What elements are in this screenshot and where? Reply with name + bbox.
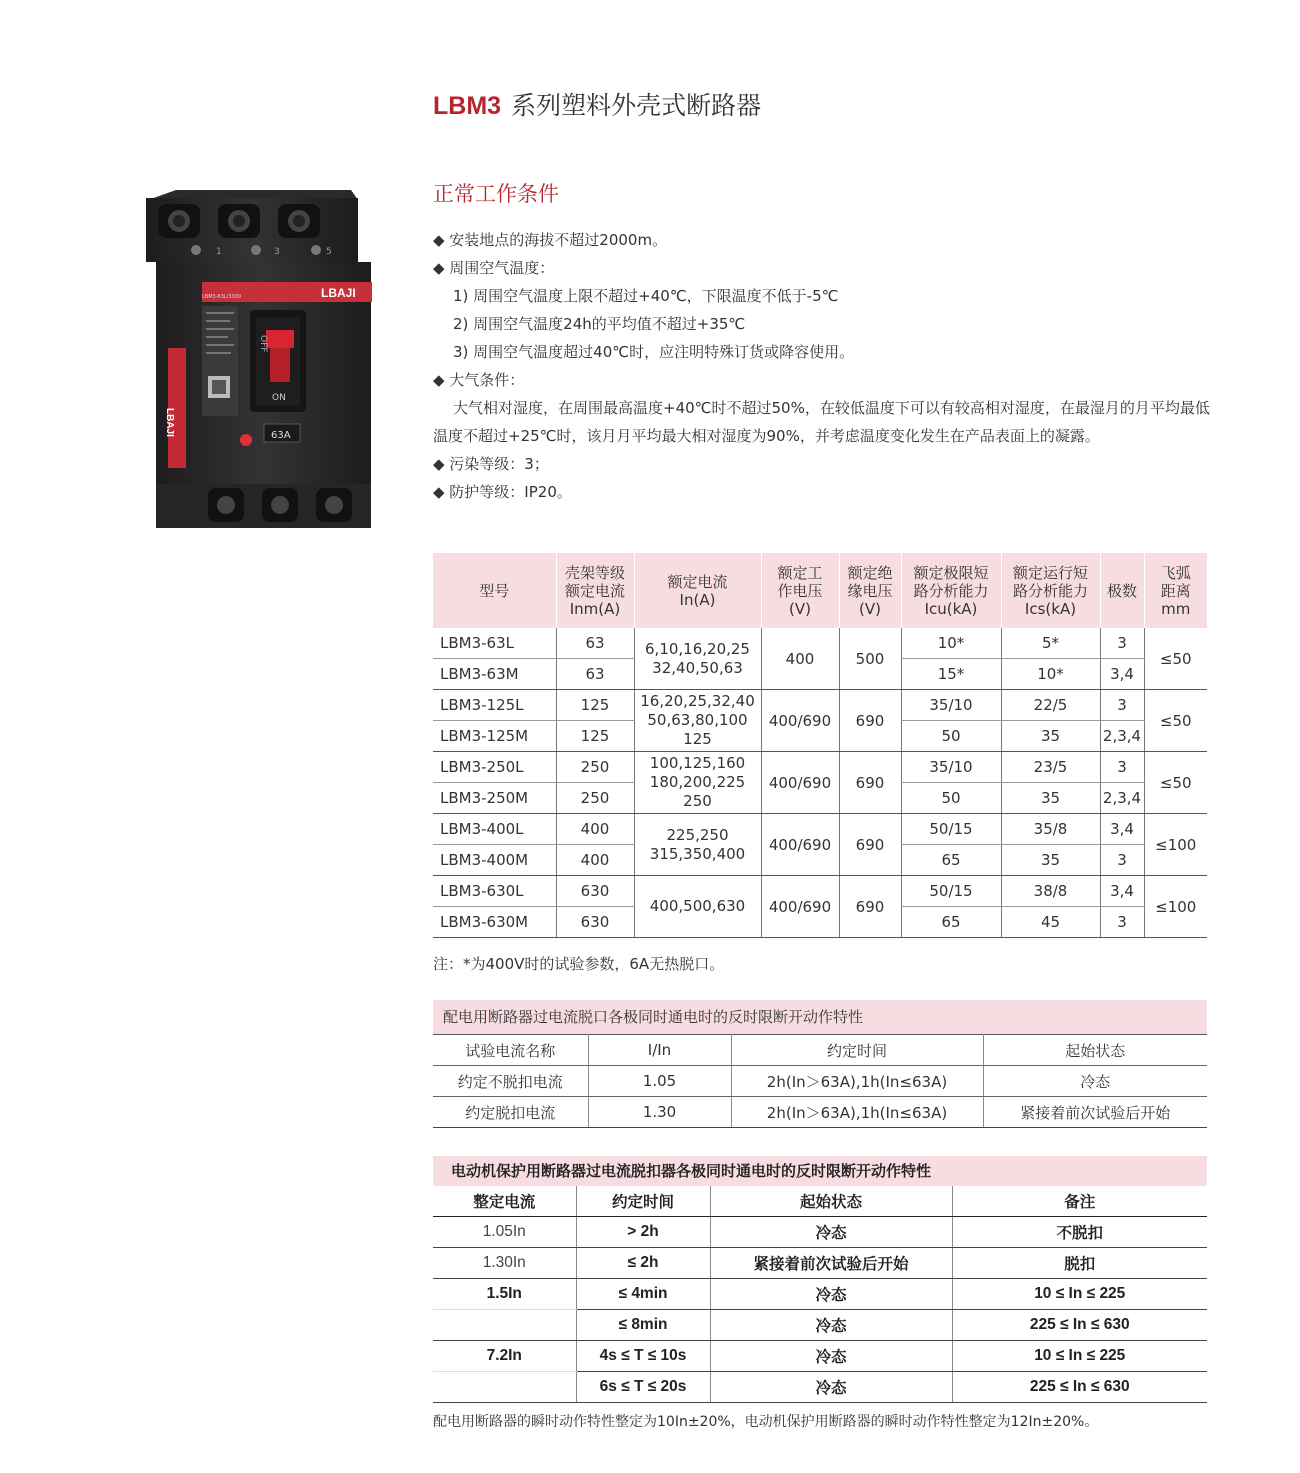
inm-cell: 400 bbox=[556, 845, 634, 876]
icu-cell: 65 bbox=[901, 845, 1001, 876]
spec-table-header bbox=[433, 553, 1207, 628]
inm-cell: 125 bbox=[556, 690, 634, 721]
insulation-voltage-cell: 690 bbox=[839, 752, 901, 814]
poles-cell: 3,4 bbox=[1100, 876, 1144, 907]
rated-voltage-cell: 400/690 bbox=[761, 752, 839, 814]
model-label: LBM3-63L/3300 bbox=[202, 294, 242, 300]
motor-table-row bbox=[433, 1310, 1207, 1341]
inm-cell: 630 bbox=[556, 876, 634, 907]
condition-protection: ◆ 防护等级：IP20。 bbox=[433, 483, 572, 501]
icu-cell: 50 bbox=[901, 721, 1001, 752]
motor-cell: 225 ≤ In ≤ 630 bbox=[952, 1310, 1207, 1341]
poles-cell: 3 bbox=[1100, 752, 1144, 783]
on-label: ON bbox=[272, 393, 286, 403]
motor-cell: 紧接着前次试验后开始 bbox=[710, 1248, 952, 1279]
motor-cell: 冷态 bbox=[710, 1217, 952, 1248]
ics-cell: 38/8 bbox=[1001, 876, 1100, 907]
spec-header-cell: 型号 bbox=[433, 553, 556, 628]
rated-current-cell: 16,20,25,32,40 50,63,80,100 125 bbox=[634, 690, 761, 752]
condition-temp-1: 1) 周围空气温度上限不超过+40℃，下限温度不低于-5℃ bbox=[453, 287, 839, 305]
distribution-header-cell: 约定时间 bbox=[731, 1035, 983, 1066]
icu-cell: 50/15 bbox=[901, 814, 1001, 845]
distribution-table-row bbox=[433, 1066, 1207, 1097]
model-cell: LBM3-400L bbox=[433, 814, 556, 845]
icu-cell: 50 bbox=[901, 783, 1001, 814]
motor-header-cell: 整定电流 bbox=[433, 1186, 576, 1217]
spec-header-cell: 壳架等级 额定电流 Inm(A) bbox=[556, 553, 634, 628]
distribution-table-row bbox=[433, 1097, 1207, 1128]
model-cell: LBM3-630M bbox=[433, 907, 556, 938]
spec-header-cell: 飞弧 距离 mm bbox=[1144, 553, 1207, 628]
rated-voltage-cell: 400/690 bbox=[761, 690, 839, 752]
footer-note: 配电用断路器的瞬时动作特性整定为10In±20%，电动机保护用断路器的瞬时动作特性整定为12In±20%。 bbox=[433, 1414, 1099, 1430]
ics-cell: 45 bbox=[1001, 907, 1100, 938]
inm-cell: 63 bbox=[556, 659, 634, 690]
arc-distance-cell: ≤50 bbox=[1144, 752, 1207, 814]
motor-cell: 4s ≤ T ≤ 10s bbox=[576, 1341, 710, 1372]
spec-table bbox=[433, 553, 1207, 938]
poles-cell: 3,4 bbox=[1100, 659, 1144, 690]
poles-cell: 3 bbox=[1100, 628, 1144, 659]
model-cell: LBM3-630L bbox=[433, 876, 556, 907]
motor-table-caption: 电动机保护用断路器过电流脱扣器各极同时通电时的反时限断开动作特性 bbox=[433, 1156, 1207, 1186]
motor-cell: 冷态 bbox=[710, 1310, 952, 1341]
section-title-conditions: 正常工作条件 bbox=[433, 182, 559, 206]
icu-cell: 15* bbox=[901, 659, 1001, 690]
distribution-cell: 约定脱扣电流 bbox=[433, 1097, 588, 1128]
icu-cell: 35/10 bbox=[901, 690, 1001, 721]
off-label: OFF bbox=[258, 335, 268, 353]
model-cell: LBM3-250L bbox=[433, 752, 556, 783]
title-text: 系列塑料外壳式断路器 bbox=[511, 91, 762, 120]
condition-atmosphere-text: 大气相对湿度，在周围最高温度+40℃时不超过50%，在较低温度下可以有较高相对湿度，在最湿月的月平均最低温度不超过+25℃时，该月月平均最大相对湿度为90%，并考虑温度变化发生在产品表面上的凝露。 bbox=[433, 399, 1210, 445]
rated-current-cell: 225,250 315,350,400 bbox=[634, 814, 761, 876]
spec-table-row bbox=[433, 876, 1207, 907]
motor-table-row bbox=[433, 1217, 1207, 1248]
motor-cell: 脱扣 bbox=[952, 1248, 1207, 1279]
motor-cell: 冷态 bbox=[710, 1279, 952, 1310]
arc-distance-cell: ≤100 bbox=[1144, 876, 1207, 938]
distribution-table bbox=[433, 1034, 1207, 1128]
ics-cell: 35 bbox=[1001, 721, 1100, 752]
poles-cell: 2,3,4 bbox=[1100, 721, 1144, 752]
motor-cell: ≤ 2h bbox=[576, 1248, 710, 1279]
motor-cell: 7.2In bbox=[433, 1341, 576, 1372]
insulation-voltage-cell: 500 bbox=[839, 628, 901, 690]
motor-cell: > 2h bbox=[576, 1217, 710, 1248]
motor-cell: 1.30In bbox=[433, 1248, 576, 1279]
insulation-voltage-cell: 690 bbox=[839, 876, 901, 938]
insulation-voltage-cell: 690 bbox=[839, 814, 901, 876]
motor-cell: 冷态 bbox=[710, 1372, 952, 1403]
condition-temp-2: 2) 周围空气温度24h的平均值不超过+35℃ bbox=[453, 315, 746, 333]
distribution-cell: 1.30 bbox=[588, 1097, 731, 1128]
ics-cell: 35/8 bbox=[1001, 814, 1100, 845]
inm-cell: 250 bbox=[556, 752, 634, 783]
motor-table-row bbox=[433, 1341, 1207, 1372]
icu-cell: 50/15 bbox=[901, 876, 1001, 907]
poles-cell: 3 bbox=[1100, 690, 1144, 721]
motor-cell: ≤ 4min bbox=[576, 1279, 710, 1310]
inm-cell: 630 bbox=[556, 907, 634, 938]
distribution-cell: 1.05 bbox=[588, 1066, 731, 1097]
motor-cell: 冷态 bbox=[710, 1341, 952, 1372]
arc-distance-cell: ≤100 bbox=[1144, 814, 1207, 876]
motor-table-header bbox=[433, 1186, 1207, 1217]
terminal-3: 3 bbox=[274, 247, 280, 257]
arc-distance-cell: ≤50 bbox=[1144, 690, 1207, 752]
motor-cell: ≤ 8min bbox=[576, 1310, 710, 1341]
terminal-1: 1 bbox=[216, 247, 222, 257]
poles-cell: 3 bbox=[1100, 907, 1144, 938]
arc-distance-cell: ≤50 bbox=[1144, 628, 1207, 690]
rated-current-cell: 6,10,16,20,25 32,40,50,63 bbox=[634, 628, 761, 690]
poles-cell: 3,4 bbox=[1100, 814, 1144, 845]
motor-header-cell: 备注 bbox=[952, 1186, 1207, 1217]
title-brand: LBM3 bbox=[433, 92, 502, 120]
icu-cell: 10* bbox=[901, 628, 1001, 659]
distribution-header-cell: 起始状态 bbox=[983, 1035, 1207, 1066]
motor-cell: 225 ≤ In ≤ 630 bbox=[952, 1372, 1207, 1403]
distribution-table-caption: 配电用断路器过电流脱口各极同时通电时的反时限断开动作特性 bbox=[433, 1000, 1207, 1034]
distribution-cell: 2h(In＞63A),1h(In≤63A) bbox=[731, 1066, 983, 1097]
rated-voltage-cell: 400/690 bbox=[761, 814, 839, 876]
motor-cell: 10 ≤ In ≤ 225 bbox=[952, 1279, 1207, 1310]
spec-header-cell: 额定运行短 路分析能力 Ics(kA) bbox=[1001, 553, 1100, 628]
inm-cell: 125 bbox=[556, 721, 634, 752]
icu-cell: 35/10 bbox=[901, 752, 1001, 783]
motor-cell: 1.05In bbox=[433, 1217, 576, 1248]
motor-table-row bbox=[433, 1372, 1207, 1403]
model-cell: LBM3-125M bbox=[433, 721, 556, 752]
condition-altitude: ◆ 安装地点的海拔不超过2000m。 bbox=[433, 231, 668, 249]
motor-header-cell: 起始状态 bbox=[710, 1186, 952, 1217]
ics-cell: 35 bbox=[1001, 783, 1100, 814]
model-cell: LBM3-400M bbox=[433, 845, 556, 876]
spec-header-cell: 额定绝 缘电压 (V) bbox=[839, 553, 901, 628]
motor-table-row bbox=[433, 1279, 1207, 1310]
insulation-voltage-cell: 690 bbox=[839, 690, 901, 752]
motor-header-cell: 约定时间 bbox=[576, 1186, 710, 1217]
condition-temp-3: 3) 周围空气温度超过40℃时，应注明特殊订货或降容使用。 bbox=[453, 343, 855, 361]
distribution-table-header bbox=[433, 1035, 1207, 1066]
condition-pollution: ◆ 污染等级：3； bbox=[433, 455, 549, 473]
condition-temperature: ◆ 周围空气温度： bbox=[433, 259, 555, 277]
model-cell: LBM3-63L bbox=[433, 628, 556, 659]
motor-cell: 不脱扣 bbox=[952, 1217, 1207, 1248]
model-cell: LBM3-63M bbox=[433, 659, 556, 690]
distribution-cell: 约定不脱扣电流 bbox=[433, 1066, 588, 1097]
rated-voltage-cell: 400 bbox=[761, 628, 839, 690]
conditions-list bbox=[433, 226, 1213, 506]
distribution-cell: 冷态 bbox=[983, 1066, 1207, 1097]
motor-table bbox=[433, 1186, 1207, 1403]
motor-table-row bbox=[433, 1248, 1207, 1279]
ics-cell: 22/5 bbox=[1001, 690, 1100, 721]
ics-cell: 10* bbox=[1001, 659, 1100, 690]
motor-cell: 1.5In bbox=[433, 1279, 576, 1310]
rated-current-cell: 100,125,160 180,200,225 250 bbox=[634, 752, 761, 814]
distribution-header-cell: I/In bbox=[588, 1035, 731, 1066]
circuit-breaker-image bbox=[146, 188, 372, 530]
distribution-cell: 紧接着前次试验后开始 bbox=[983, 1097, 1207, 1128]
spec-header-cell: 额定工 作电压 (V) bbox=[761, 553, 839, 628]
ics-cell: 35 bbox=[1001, 845, 1100, 876]
spec-table-row bbox=[433, 628, 1207, 659]
spec-header-cell: 极数 bbox=[1100, 553, 1144, 628]
page-title bbox=[433, 86, 761, 122]
spec-header-cell: 额定电流 In(A) bbox=[634, 553, 761, 628]
model-cell: LBM3-125L bbox=[433, 690, 556, 721]
icu-cell: 65 bbox=[901, 907, 1001, 938]
motor-cell: 6s ≤ T ≤ 20s bbox=[576, 1372, 710, 1403]
inm-cell: 400 bbox=[556, 814, 634, 845]
inm-cell: 250 bbox=[556, 783, 634, 814]
spec-table-row bbox=[433, 814, 1207, 845]
rated-voltage-cell: 400/690 bbox=[761, 876, 839, 938]
motor-cell: 10 ≤ In ≤ 225 bbox=[952, 1341, 1207, 1372]
rating-label: 63A bbox=[271, 430, 291, 441]
ics-cell: 23/5 bbox=[1001, 752, 1100, 783]
terminal-5: 5 bbox=[326, 247, 332, 257]
ics-cell: 5* bbox=[1001, 628, 1100, 659]
poles-cell: 2,3,4 bbox=[1100, 783, 1144, 814]
rated-current-cell: 400,500,630 bbox=[634, 876, 761, 938]
spec-table-row bbox=[433, 690, 1207, 721]
condition-atmosphere: ◆ 大气条件： bbox=[433, 371, 525, 389]
poles-cell: 3 bbox=[1100, 845, 1144, 876]
inm-cell: 63 bbox=[556, 628, 634, 659]
motor-cell bbox=[433, 1310, 576, 1341]
spec-note: 注：*为400V时的试验参数，6A无热脱口。 bbox=[433, 955, 725, 973]
model-cell: LBM3-250M bbox=[433, 783, 556, 814]
spec-header-cell: 额定极限短 路分析能力 Icu(kA) bbox=[901, 553, 1001, 628]
distribution-cell: 2h(In＞63A),1h(In≤63A) bbox=[731, 1097, 983, 1128]
distribution-header-cell: 试验电流名称 bbox=[433, 1035, 588, 1066]
spec-table-row bbox=[433, 752, 1207, 783]
brand-label: LBAJI bbox=[321, 286, 356, 300]
side-brand: LBAJI bbox=[164, 408, 175, 437]
motor-cell bbox=[433, 1372, 576, 1403]
